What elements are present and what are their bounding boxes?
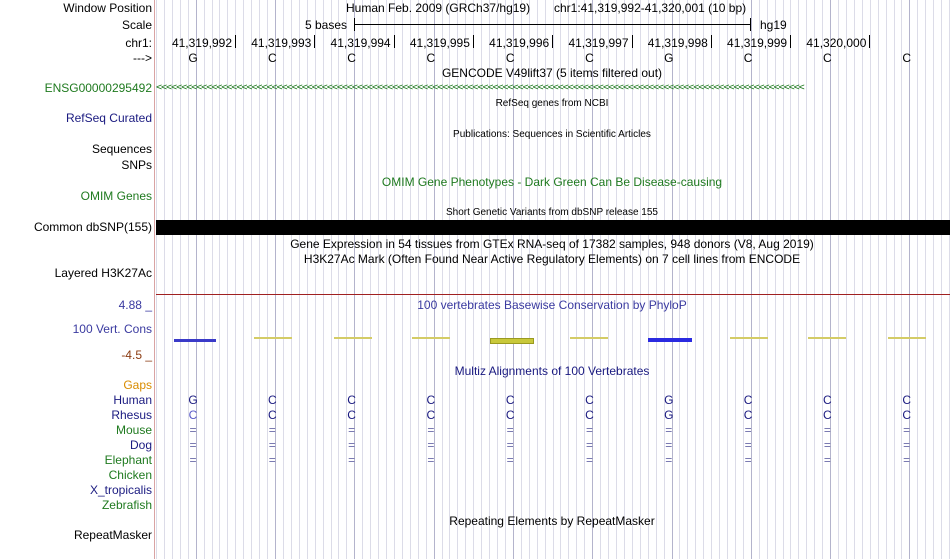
human-base: C [585, 393, 594, 407]
cons-max-label: 4.88 _ [118, 298, 152, 312]
coordinate-label: 41,319,996 [489, 36, 550, 50]
chicken-label[interactable]: Chicken [108, 468, 152, 482]
dog-base: = [903, 438, 911, 452]
rhesus-base: C [743, 408, 753, 422]
coordinate-label: 41,319,999 [727, 36, 788, 50]
human-base: C [505, 393, 515, 407]
snps-label[interactable]: SNPs [121, 158, 152, 172]
base-letter: C [823, 51, 832, 65]
human-base: C [267, 393, 277, 407]
human-base: C [347, 393, 356, 407]
dog-base: = [348, 438, 356, 452]
refseq-track-title[interactable]: RefSeq genes from NCBI [495, 98, 609, 109]
coordinate-label: 41,319,993 [251, 36, 312, 50]
coordinate-label: 41,319,997 [568, 36, 629, 50]
dbsnp-label[interactable]: Common dbSNP(155) [33, 220, 152, 234]
coordinate-label: 41,320,000 [806, 36, 867, 50]
chrom-label: chr1: [125, 36, 152, 50]
rhesus-base: C [426, 408, 436, 422]
h3k27ac-label[interactable]: Layered H3K27Ac [54, 266, 152, 280]
base-letter: C [585, 51, 594, 65]
human-base: C [743, 393, 753, 407]
refseq-label[interactable]: RefSeq Curated [65, 111, 152, 125]
mouse-base: = [823, 423, 831, 437]
dog-base: = [744, 438, 752, 452]
window-position-label: Window Position [63, 1, 152, 15]
coordinate-tick [473, 35, 474, 48]
assembly-text: Human Feb. 2009 (GRCh37/hg19) [346, 1, 531, 15]
h3k27ac-signal[interactable] [156, 294, 950, 295]
cons-label[interactable]: 100 Vert. Cons [72, 322, 152, 336]
human-base: C [823, 393, 832, 407]
rhesus-base: C [267, 408, 277, 422]
coordinate-label: 41,319,992 [171, 36, 232, 50]
base-letter: C [743, 51, 753, 65]
mouse-label[interactable]: Mouse [115, 423, 152, 437]
pubs-track-title[interactable]: Publications: Sequences in Scientific Articles [453, 129, 651, 140]
mouse-base: = [506, 423, 514, 437]
mouse-base: = [744, 423, 752, 437]
dog-base: = [268, 438, 276, 452]
rhesus-base: C [823, 408, 832, 422]
sequences-label[interactable]: Sequences [91, 142, 152, 156]
base-letter: G [188, 51, 198, 65]
mouse-base: = [903, 423, 911, 437]
base-letter: C [505, 51, 515, 65]
rhesus-label[interactable]: Rhesus [111, 408, 152, 422]
coordinate-tick [235, 35, 236, 48]
label-divider[interactable] [154, 0, 155, 559]
xtropicalis-label[interactable]: X_tropicalis [89, 483, 152, 497]
mouse-base: = [585, 423, 594, 437]
coordinate-tick [394, 35, 395, 48]
elephant-base: = [665, 453, 673, 467]
mouse-base: = [348, 423, 356, 437]
dog-label[interactable]: Dog [129, 438, 152, 452]
ensg-gene-feature[interactable]: <<<<<<<<<<<<<<<<<<<<<<<<<<<<<<<<<<<<<<<<<<<<<<<<<<<<<<<<<<<<<<<<<<<<<<<<<<<<<<<<<<<<<<<<<<<<<<<<<<<<<<<<<<<<<<<<<<<<<<<<<<<<<<<<< [156, 82, 804, 93]
base-letter: C [347, 51, 356, 65]
base-letter: C [267, 51, 277, 65]
coordinate-tick [314, 35, 315, 48]
position-text: chr1:41,319,992-41,320,001 (10 bp) [554, 1, 747, 15]
elephant-base: = [823, 453, 831, 467]
strand-label: ---> [133, 51, 152, 65]
mouse-base: = [427, 423, 435, 437]
gencode-track-title[interactable]: GENCODE V49lift37 (5 items filtered out) [441, 66, 663, 80]
elephant-base: = [744, 453, 752, 467]
mouse-base: = [665, 423, 673, 437]
base-letter: C [902, 51, 912, 65]
human-base: G [188, 393, 198, 407]
omim-label[interactable]: OMIM Genes [80, 189, 152, 203]
elephant-base: = [427, 453, 435, 467]
coordinate-label: 41,319,998 [647, 36, 708, 50]
rhesus-base: C [505, 408, 515, 422]
zebrafish-label[interactable]: Zebrafish [101, 498, 152, 512]
rhesus-base: G [664, 408, 674, 422]
repeatmasker-track-title[interactable]: Repeating Elements by RepeatMasker [449, 514, 655, 528]
rhesus-base: C [585, 408, 594, 422]
coordinate-tick [711, 35, 712, 48]
mouse-base: = [189, 423, 197, 437]
dog-base: = [823, 438, 831, 452]
elephant-base: = [268, 453, 276, 467]
elephant-base: = [348, 453, 356, 467]
cons-min-label: -4.5 _ [121, 348, 152, 362]
dog-base: = [427, 438, 435, 452]
rhesus-base: C [902, 408, 912, 422]
dog-base: = [506, 438, 514, 452]
omim-track-title[interactable]: OMIM Gene Phenotypes - Dark Green Can Be Disease-causing [381, 175, 723, 189]
coordinate-tick [632, 35, 633, 48]
coordinate-tick [790, 35, 791, 48]
dog-base: = [189, 438, 197, 452]
multiz-track-title[interactable]: Multiz Alignments of 100 Vertebrates [454, 364, 650, 378]
scale-text: 5 bases [305, 18, 348, 32]
human-label[interactable]: Human [113, 393, 152, 407]
elephant-base: = [506, 453, 514, 467]
dbsnp-feature-bar[interactable] [156, 220, 950, 235]
base-letter: C [426, 51, 436, 65]
rhesus-base: C [347, 408, 356, 422]
gaps-label[interactable]: Gaps [123, 378, 152, 392]
elephant-base: = [585, 453, 594, 467]
coordinate-tick [552, 35, 553, 48]
dog-base: = [585, 438, 594, 452]
repeatmasker-label[interactable]: RepeatMasker [73, 528, 152, 542]
human-base: C [902, 393, 912, 407]
ensg-label[interactable]: ENSG00000295492 [44, 81, 152, 95]
scale-assembly: hg19 [760, 18, 787, 32]
dog-base: = [665, 438, 673, 452]
human-base: G [664, 393, 674, 407]
dbsnp-track-title[interactable]: Short Genetic Variants from dbSNP release 155 [446, 207, 658, 218]
elephant-base: = [903, 453, 911, 467]
phylop-track-title[interactable]: 100 vertebrates Basewise Conservation by PhyloP [417, 298, 687, 312]
mouse-base: = [268, 423, 276, 437]
elephant-label[interactable]: Elephant [104, 453, 152, 467]
gtex-track-title[interactable]: Gene Expression in 54 tissues from GTEx RNA-seq of 17382 samples, 948 donors (V8, Aug 2019) [290, 237, 814, 251]
rhesus-base: C [188, 408, 198, 422]
coordinate-label: 41,319,994 [330, 36, 391, 50]
elephant-base: = [189, 453, 197, 467]
h3k27ac-track-title[interactable]: H3K27Ac Mark (Often Found Near Active Regulatory Elements) on 7 cell lines from ENCODE [303, 252, 801, 266]
human-base: C [426, 393, 436, 407]
base-letter: G [664, 51, 674, 65]
coordinate-tick [869, 35, 870, 48]
coordinate-label: 41,319,995 [409, 36, 470, 50]
scale-label: Scale [121, 18, 152, 32]
